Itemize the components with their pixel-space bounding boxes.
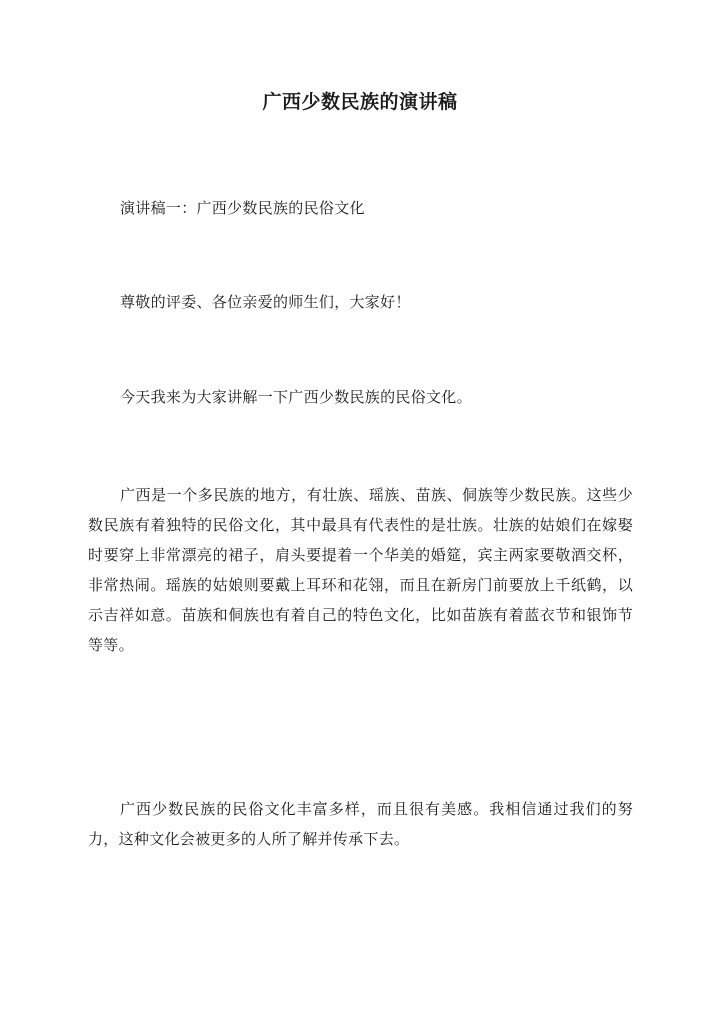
paragraph-conclusion: 广西少数民族的民俗文化丰富多样，而且很有美感。我相信通过我们的努力，这种文化会被更多的人所了解并传承下去。 (88, 800, 633, 848)
paragraph-body: 广西是一个多民族的地方，有壮族、瑶族、苗族、侗族等少数民族。这些少数民族有着独特的民俗文化，其中最具有代表性的是壮族。壮族的姑娘们在嫁娶时要穿上非常漂亮的裙子，肩头要提着一个华美的婚筵，宾主两家要敬酒交杯，非常热闹。瑶族的姑娘则要戴上耳环和花翎，而且在新房门前要放上千纸鹤，以示吉祥如意。苗族和侗族也有着自己的特色文化，比如苗族有着蓝衣节和银饰节等等。 (88, 486, 633, 654)
paragraph-greeting: 尊敬的评委、各位亲爱的师生们，大家好！ (120, 293, 411, 311)
paragraph-intro: 今天我来为大家讲解一下广西少数民族的民俗文化。 (120, 388, 472, 406)
paragraph-speech-heading: 演讲稿一：广西少数民族的民俗文化 (120, 199, 365, 217)
document-title: 广西少数民族的演讲稿 (262, 91, 458, 113)
